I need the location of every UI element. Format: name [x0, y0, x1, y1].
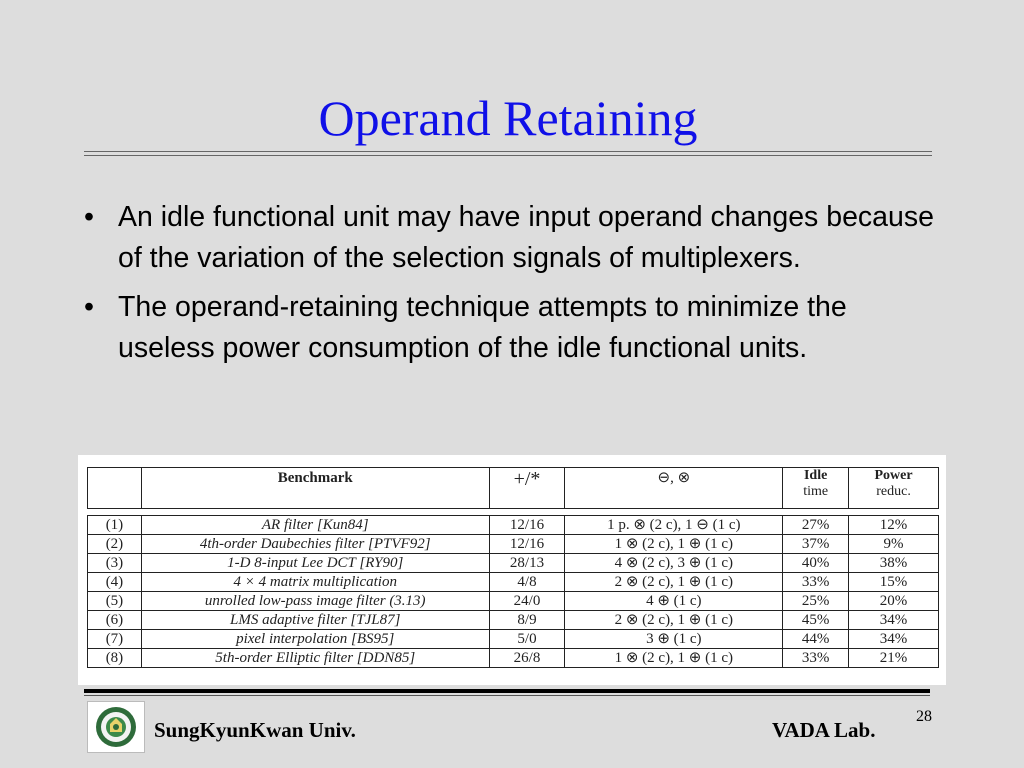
cell-ops: 28/13	[489, 554, 565, 573]
cell-index: (8)	[88, 649, 142, 668]
bullet-list	[80, 197, 940, 377]
header-power	[849, 468, 939, 509]
bullet-dot-icon: •	[84, 201, 94, 233]
benchmark-table-image	[78, 455, 946, 685]
header-idle-bottom: time	[803, 484, 829, 499]
cell-units: 3 ⊕ (1 c)	[565, 630, 783, 649]
cell-ops: 5/0	[489, 630, 565, 649]
cell-index: (2)	[88, 535, 142, 554]
header-units-label: ⊖, ⊗	[657, 470, 691, 486]
cell-benchmark: 1-D 8-input Lee DCT [RY90]	[141, 554, 489, 573]
cell-power: 34%	[849, 611, 939, 630]
cell-units: 1 ⊗ (2 c), 1 ⊕ (1 c)	[565, 649, 783, 668]
cell-ops: 4/8	[489, 573, 565, 592]
page-number: 28	[916, 708, 932, 725]
cell-idle: 40%	[783, 554, 849, 573]
header-ops-label: +/*	[513, 468, 541, 490]
cell-units: 4 ⊗ (2 c), 3 ⊕ (1 c)	[565, 554, 783, 573]
cell-power: 15%	[849, 573, 939, 592]
cell-units: 1 p. ⊗ (2 c), 1 ⊖ (1 c)	[565, 516, 783, 535]
cell-idle: 33%	[783, 573, 849, 592]
table-row	[88, 592, 939, 611]
header-power-top: Power	[874, 468, 913, 483]
cell-index: (5)	[88, 592, 142, 611]
table-header-row	[88, 468, 939, 509]
header-benchmark: Benchmark	[141, 468, 489, 509]
cell-power: 20%	[849, 592, 939, 611]
cell-power: 21%	[849, 649, 939, 668]
cell-idle: 37%	[783, 535, 849, 554]
title-divider-top	[84, 151, 932, 152]
cell-idle: 44%	[783, 630, 849, 649]
header-index	[88, 468, 142, 509]
cell-idle: 25%	[783, 592, 849, 611]
benchmark-table	[87, 467, 939, 668]
cell-idle: 33%	[783, 649, 849, 668]
header-idle-top: Idle	[803, 468, 828, 483]
cell-index: (1)	[88, 516, 142, 535]
table-body	[88, 516, 939, 668]
header-idle	[783, 468, 849, 509]
cell-index: (4)	[88, 573, 142, 592]
table-row	[88, 649, 939, 668]
cell-benchmark: 5th-order Elliptic filter [DDN85]	[141, 649, 489, 668]
cell-benchmark: LMS adaptive filter [TJL87]	[141, 611, 489, 630]
table-row	[88, 535, 939, 554]
bullet-text: The operand-retaining technique attempts to minimize the useless power consumption of the idle functional units.	[118, 291, 847, 364]
cell-ops: 26/8	[489, 649, 565, 668]
cell-benchmark: AR filter [Kun84]	[141, 516, 489, 535]
cell-ops: 12/16	[489, 516, 565, 535]
table-row	[88, 573, 939, 592]
cell-benchmark: 4th-order Daubechies filter [PTVF92]	[141, 535, 489, 554]
cell-benchmark: 4 × 4 matrix multiplication	[141, 573, 489, 592]
cell-units: 2 ⊗ (2 c), 1 ⊕ (1 c)	[565, 573, 783, 592]
cell-ops: 12/16	[489, 535, 565, 554]
cell-units: 4 ⊕ (1 c)	[565, 592, 783, 611]
cell-idle: 45%	[783, 611, 849, 630]
cell-power: 34%	[849, 630, 939, 649]
university-seal-icon	[87, 701, 145, 753]
cell-index: (7)	[88, 630, 142, 649]
bullet-dot-icon: •	[84, 291, 94, 323]
table-row	[88, 611, 939, 630]
cell-units: 1 ⊗ (2 c), 1 ⊕ (1 c)	[565, 535, 783, 554]
cell-benchmark: unrolled low-pass image filter (3.13)	[141, 592, 489, 611]
seal-graphic	[88, 702, 144, 752]
header-ops	[489, 468, 565, 509]
title-divider-bottom	[84, 155, 932, 156]
table-row	[88, 516, 939, 535]
header-units	[565, 468, 783, 509]
cell-power: 12%	[849, 516, 939, 535]
bullet-item	[80, 197, 940, 279]
footer-divider-thick	[84, 689, 930, 693]
cell-ops: 24/0	[489, 592, 565, 611]
cell-power: 38%	[849, 554, 939, 573]
bullet-item	[80, 287, 940, 369]
slide-title: Operand Retaining	[318, 90, 698, 146]
table-row	[88, 554, 939, 573]
footer-lab: VADA Lab.	[772, 718, 876, 742]
bullet-text: An idle functional unit may have input operand changes because of the variation of the selection signals of multiplexers.	[118, 201, 934, 274]
cell-ops: 8/9	[489, 611, 565, 630]
cell-idle: 27%	[783, 516, 849, 535]
footer-university: SungKyunKwan Univ.	[154, 718, 356, 742]
header-power-bottom: reduc.	[876, 484, 911, 499]
cell-index: (6)	[88, 611, 142, 630]
cell-power: 9%	[849, 535, 939, 554]
footer-divider-thin	[84, 695, 930, 696]
cell-index: (3)	[88, 554, 142, 573]
table-row	[88, 630, 939, 649]
cell-units: 2 ⊗ (2 c), 1 ⊕ (1 c)	[565, 611, 783, 630]
cell-benchmark: pixel interpolation [BS95]	[141, 630, 489, 649]
table-spacer	[88, 509, 939, 516]
